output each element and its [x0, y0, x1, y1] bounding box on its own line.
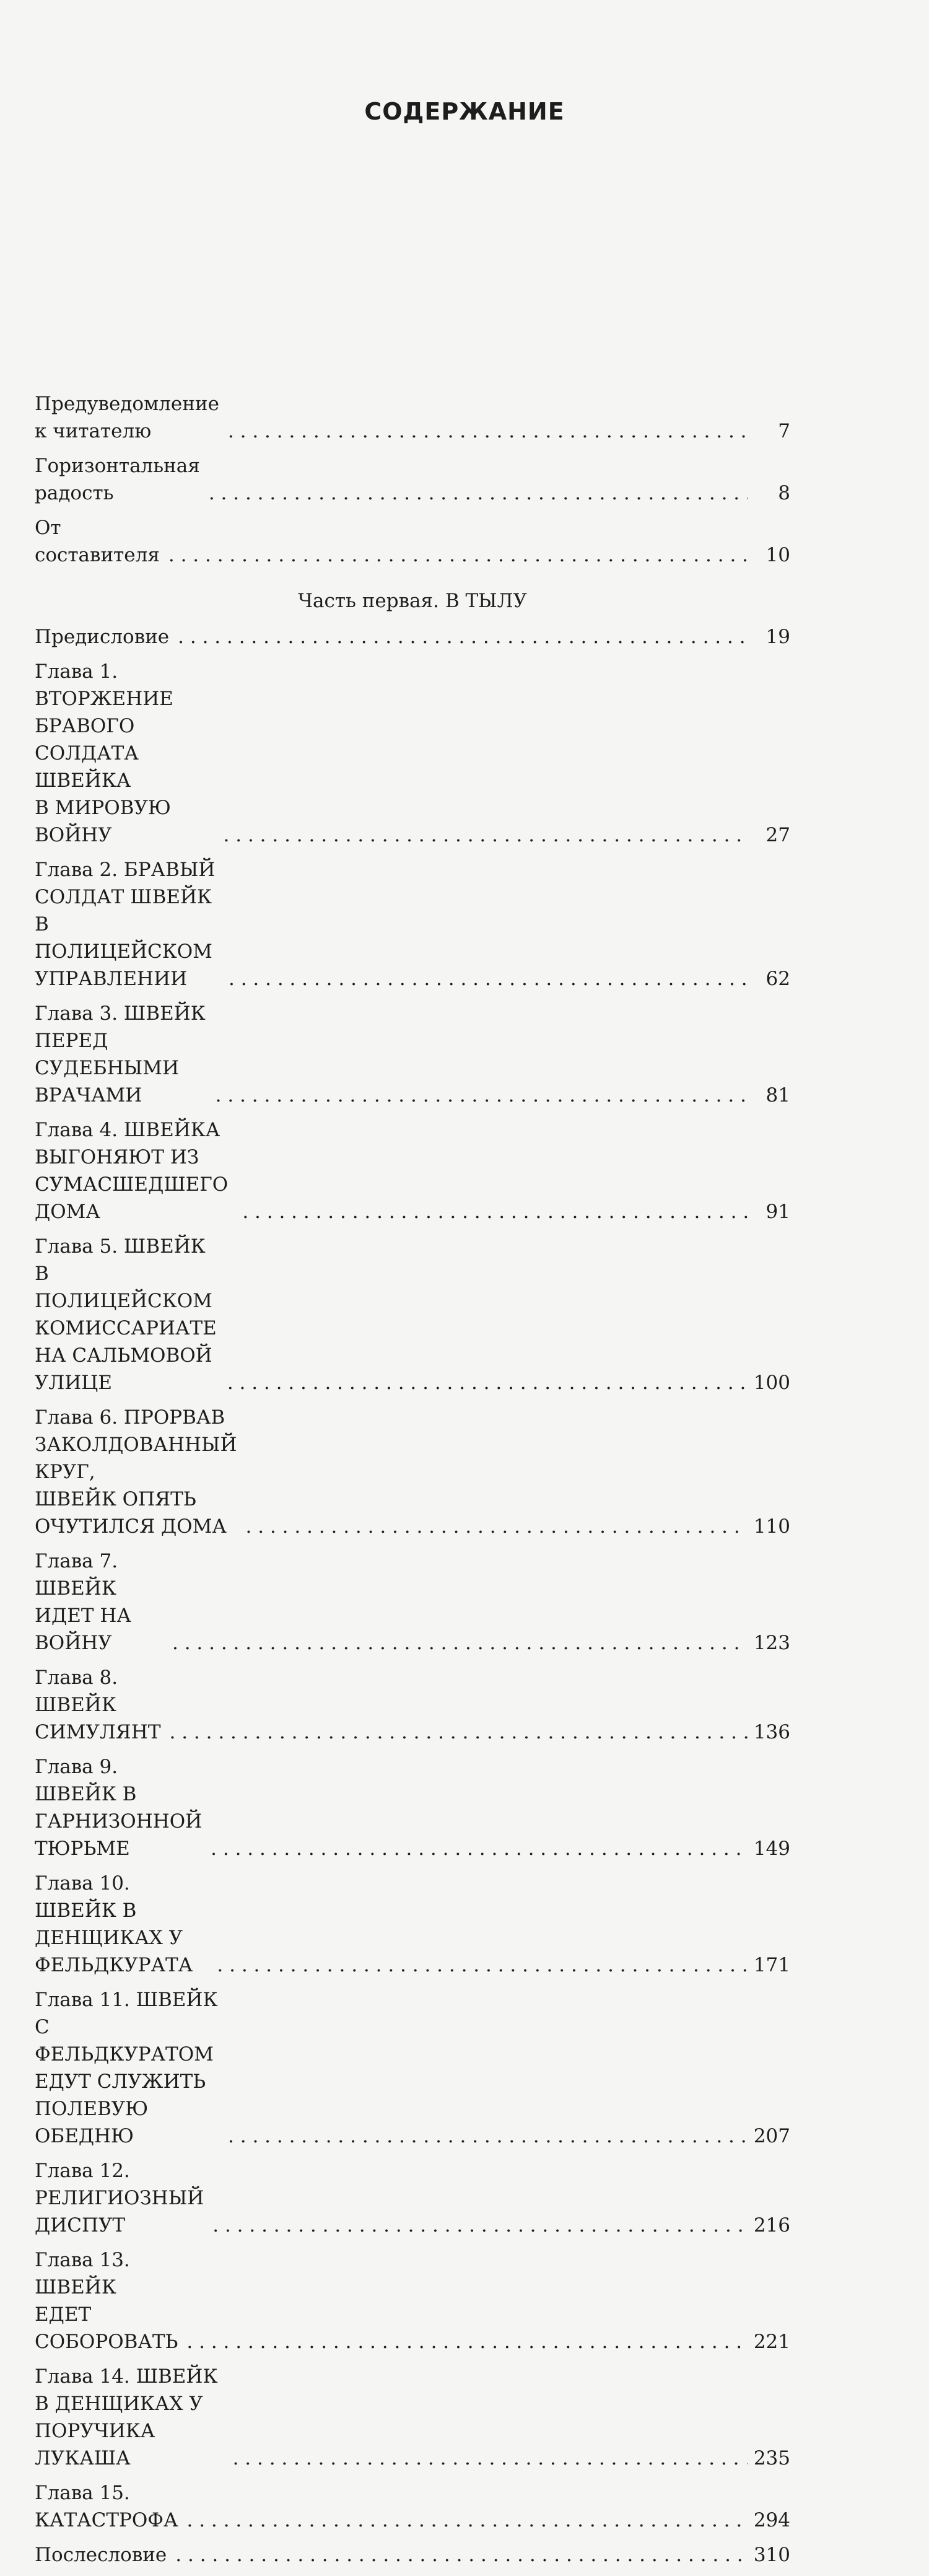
toc-entry-title	[35, 1404, 237, 1540]
dot-leader	[228, 418, 748, 445]
toc-entry	[35, 390, 790, 445]
table-of-contents	[35, 390, 790, 2576]
toc-entry-title	[35, 2246, 178, 2355]
toc-entry-title-line: Глава 4. ШВЕЙКА ВЫГОНЯЮТ ИЗ СУМАСШЕДШЕГО ДОМА	[35, 1119, 229, 1223]
toc-entry-title-line: Глава 2. БРАВЫЙ СОЛДАТ ШВЕЙК В ПОЛИЦЕЙСКОМ	[35, 859, 216, 963]
part-one-list	[35, 623, 790, 2569]
toc-entry	[35, 2157, 790, 2239]
toc-page-number: 149	[753, 1838, 790, 1860]
toc-entry-title	[35, 2157, 204, 2239]
toc-page-number: 81	[765, 1084, 790, 1106]
dot-leader	[233, 2445, 748, 2472]
dot-leader	[178, 623, 748, 651]
toc-entry-title	[35, 2479, 178, 2534]
toc-entry	[35, 1116, 790, 1225]
toc-entry	[35, 2246, 790, 2355]
dot-leader	[168, 541, 748, 569]
toc-entry-title	[35, 2541, 167, 2569]
dot-leader	[172, 1629, 748, 1657]
toc-entry	[35, 1986, 790, 2150]
dot-leader	[229, 965, 748, 992]
toc-entry-title	[35, 1548, 164, 1657]
toc-entry-title-line: Горизонтальная радость	[35, 455, 200, 504]
toc-entry	[35, 452, 790, 507]
toc-page-number: 7	[778, 420, 790, 442]
toc-entry-title-line: ШВЕЙК ОПЯТЬ ОЧУТИЛСЯ ДОМА	[35, 1488, 227, 1538]
toc-entry	[35, 1548, 790, 1657]
toc-entry-title	[35, 1116, 233, 1225]
toc-entry-title-line: Предуведомление к читателю	[35, 393, 219, 442]
dot-leader	[209, 480, 748, 507]
toc-entry-title-line: НА САЛЬМОВОЙ УЛИЦЕ	[35, 1344, 212, 1394]
dot-leader	[228, 2123, 748, 2150]
toc-entry-title-line: В МИРОВУЮ ВОЙНУ	[35, 797, 171, 846]
toc-page-number: 100	[753, 1372, 790, 1394]
toc-entry-title	[35, 1870, 208, 1979]
toc-entry-title	[35, 452, 200, 507]
toc-entry-title-line: От составителя	[35, 517, 160, 566]
toc-entry-title	[35, 1753, 202, 1862]
dot-leader	[170, 1719, 748, 1746]
toc-entry-title	[35, 390, 219, 445]
toc-entry-title-line: УПРАВЛЕНИИ	[35, 968, 188, 990]
dot-leader	[227, 1369, 748, 1396]
toc-page-number: 171	[753, 1954, 790, 1976]
toc-page-number: 10	[765, 544, 790, 566]
toc-entry	[35, 1404, 790, 1540]
toc-entry	[35, 856, 790, 992]
toc-page-number: 91	[765, 1201, 790, 1223]
dot-leader	[175, 2541, 748, 2569]
dot-leader	[186, 2328, 747, 2355]
toc-entry-title-line: Глава 9. ШВЕЙК В ГАРНИЗОННОЙ ТЮРЬМЕ	[35, 1756, 203, 1860]
toc-entry	[35, 514, 790, 569]
toc-entry	[35, 2363, 790, 2472]
toc-page-number: 221	[753, 2331, 790, 2353]
toc-entry-title-line: Послесловие	[35, 2544, 167, 2566]
toc-page-number: 235	[753, 2447, 790, 2469]
toc-page-number: 207	[753, 2125, 790, 2147]
toc-entry	[35, 1753, 790, 1862]
toc-page-number: 62	[765, 968, 790, 990]
toc-entry	[35, 1664, 790, 1746]
dot-leader	[242, 1198, 748, 1225]
toc-page-number: 8	[778, 482, 790, 504]
toc-entry-title-line: Глава 3. ШВЕЙК ПЕРЕД СУДЕБНЫМИ ВРАЧАМИ	[35, 1002, 206, 1106]
dot-leader	[217, 1952, 747, 1979]
dot-leader	[216, 1082, 748, 1109]
toc-entry-title-line: Предисловие	[35, 626, 170, 648]
part-one-heading: Часть первая. В ТЫЛУ	[298, 590, 527, 612]
toc-entry-title-line: Глава 13. ШВЕЙК ЕДЕТ СОБОРОВАТЬ	[35, 2249, 178, 2353]
toc-entry-title	[35, 658, 215, 849]
toc-entry-title-line: Глава 6. ПРОРВАВ ЗАКОЛДОВАННЫЙ КРУГ,	[35, 1406, 237, 1483]
page-title: СОДЕРЖАНИЕ	[364, 98, 565, 125]
dot-leader	[212, 2212, 748, 2239]
toc-page-number: 27	[765, 824, 790, 846]
dot-leader	[246, 1513, 748, 1540]
front-matter-list	[35, 390, 790, 569]
toc-entry-title	[35, 856, 220, 992]
toc-entry	[35, 2541, 790, 2569]
toc-entry-title-line: Глава 5. ШВЕЙК В ПОЛИЦЕЙСКОМ КОМИССАРИАТЕ	[35, 1235, 217, 1339]
toc-entry-title	[35, 1000, 207, 1109]
toc-entry-title	[35, 1986, 219, 2150]
toc-entry-title	[35, 1233, 219, 1396]
toc-page-number: 19	[765, 626, 790, 648]
toc-entry-title-line: Глава 1. ВТОРЖЕНИЕ БРАВОГО СОЛДАТА ШВЕЙКА	[35, 660, 173, 792]
toc-page-number: 310	[753, 2544, 790, 2566]
toc-page-number: 216	[753, 2214, 790, 2236]
toc-entry-title	[35, 514, 160, 569]
toc-entry-title-line: ПОЛЕВУЮ ОБЕДНЮ	[35, 2098, 149, 2147]
toc-entry	[35, 1870, 790, 1979]
toc-page-number: 294	[753, 2509, 790, 2531]
toc-entry-title-line: Глава 7. ШВЕЙК ИДЕТ НА ВОЙНУ	[35, 1550, 131, 1654]
toc-entry-title	[35, 623, 169, 651]
dot-leader	[211, 1835, 748, 1862]
toc-entry-title-line: Глава 15. КАТАСТРОФА	[35, 2482, 178, 2531]
toc-entry-title	[35, 1664, 161, 1746]
toc-page-number: 123	[753, 1632, 790, 1654]
toc-entry-title-line: Глава 14. ШВЕЙК В ДЕНЩИКАХ У ПОРУЧИКА ЛУКАША	[35, 2365, 218, 2469]
toc-entry-title-line: Глава 12. РЕЛИГИОЗНЫЙ ДИСПУТ	[35, 2160, 204, 2236]
toc-entry-title-line: Глава 8. ШВЕЙК СИМУЛЯНТ	[35, 1667, 161, 1743]
toc-page-number: 110	[753, 1515, 790, 1538]
toc-entry	[35, 1000, 790, 1109]
toc-entry-title	[35, 2363, 224, 2472]
toc-page-number: 136	[753, 1721, 790, 1743]
toc-entry	[35, 658, 790, 849]
toc-entry-title-line: Глава 11. ШВЕЙК С ФЕЛЬДКУРАТОМ ЕДУТ СЛУЖИТЬ	[35, 1989, 218, 2093]
dot-leader	[187, 2507, 748, 2534]
toc-entry	[35, 2479, 790, 2534]
dot-leader	[224, 821, 748, 849]
toc-entry-title-line: Глава 10. ШВЕЙК В ДЕНЩИКАХ У ФЕЛЬДКУРАТА	[35, 1872, 193, 1976]
toc-entry	[35, 1233, 790, 1396]
toc-entry	[35, 623, 790, 651]
